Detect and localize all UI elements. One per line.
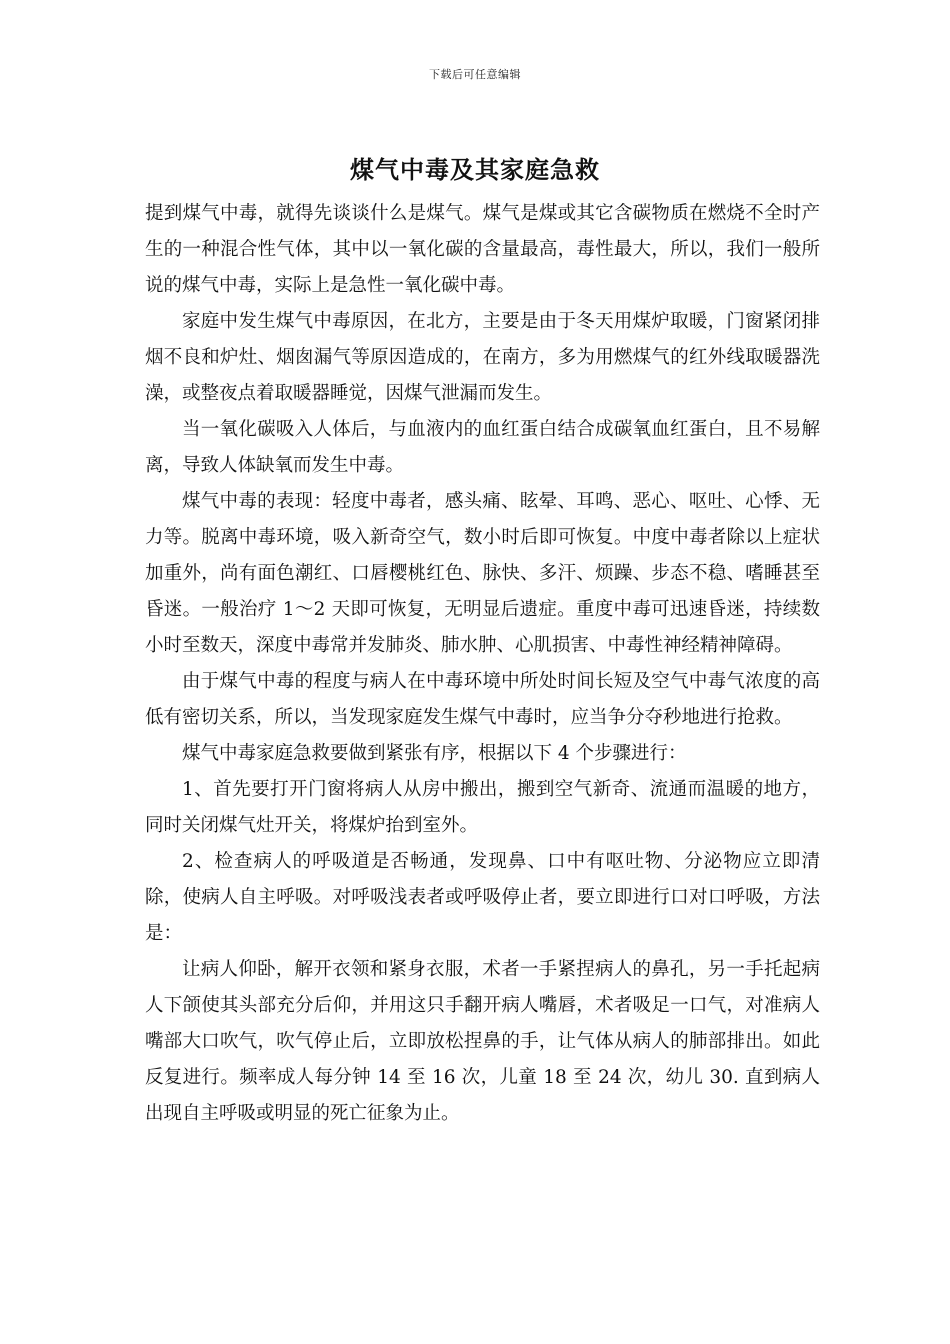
document-title: 煤气中毒及其家庭急救: [350, 156, 600, 184]
header-note: 下载后可任意编辑: [429, 68, 521, 81]
paragraph-symptoms: 煤气中毒的表现：轻度中毒者，感头痛、眩晕、耳鸣、恶心、呕吐、心悸、无力等。脱离中毒环境，吸入新奇空气，数小时后即可恢复。中度中毒者除以上症状加重外，尚有面色潮红、口唇樱桃红色、脉快、多汗、烦躁、步态不稳、嗜睡甚至昏迷。一般治疗 1～2 天即可恢复，无明显后遗症。重度中毒可迅速昏迷，持续数小时至数天，深度中毒常并发肺炎、肺水肿、心肌损害、中毒性神经精神障碍。: [145, 491, 820, 656]
paragraph-urgency: 由于煤气中毒的程度与病人在中毒环境中所处时间长短及空气中毒气浓度的高低有密切关系，所以，当发现家庭发生煤气中毒时，应当争分夺秒地进行抢救。: [145, 671, 820, 728]
paragraph-cpr-method: 让病人仰卧，解开衣领和紧身衣服，术者一手紧捏病人的鼻孔，另一手托起病人下颌使其头部充分后仰，并用这只手翻开病人嘴唇，术者吸足一口气，对准病人嘴部大口吹气，吹气停止后，立即放松捏鼻的手，让气体从病人的肺部排出。如此反复进行。频率成人每分钟 14 至 16 次，儿童 18 至 24 次，幼儿 30. 直到病人出现自主呼吸或明显的死亡征象为止。: [145, 959, 820, 1124]
paragraph-step-1: 1、首先要打开门窗将病人从房中搬出，搬到空气新奇、流通而温暖的地方，同时关闭煤气灶开关，将煤炉抬到室外。: [145, 779, 820, 836]
paragraph-intro: 提到煤气中毒，就得先谈谈什么是煤气。煤气是煤或其它含碳物质在燃烧不全时产生的一种混合性气体，其中以一氧化碳的含量最高，毒性最大，所以，我们一般所说的煤气中毒，实际上是急性一氧化碳中毒。: [145, 203, 820, 296]
paragraph-causes: 家庭中发生煤气中毒原因，在北方，主要是由于冬天用煤炉取暖，门窗紧闭排烟不良和炉灶、烟囱漏气等原因造成的，在南方，多为用燃煤气的红外线取暖器洗澡，或整夜点着取暖器睡觉，因煤气泄漏而发生。: [145, 311, 820, 404]
paragraph-step-2: 2、检查病人的呼吸道是否畅通，发现鼻、口中有呕吐物、分泌物应立即清除，使病人自主呼吸。对呼吸浅表者或呼吸停止者，要立即进行口对口呼吸，方法是：: [145, 851, 820, 944]
paragraph-mechanism: 当一氧化碳吸入人体后，与血液内的血红蛋白结合成碳氧血红蛋白，且不易解离，导致人体缺氧而发生中毒。: [145, 419, 820, 476]
document-body: [145, 196, 820, 1132]
paragraph-steps-intro: 煤气中毒家庭急救要做到紧张有序，根据以下 4 个步骤进行：: [182, 743, 687, 764]
